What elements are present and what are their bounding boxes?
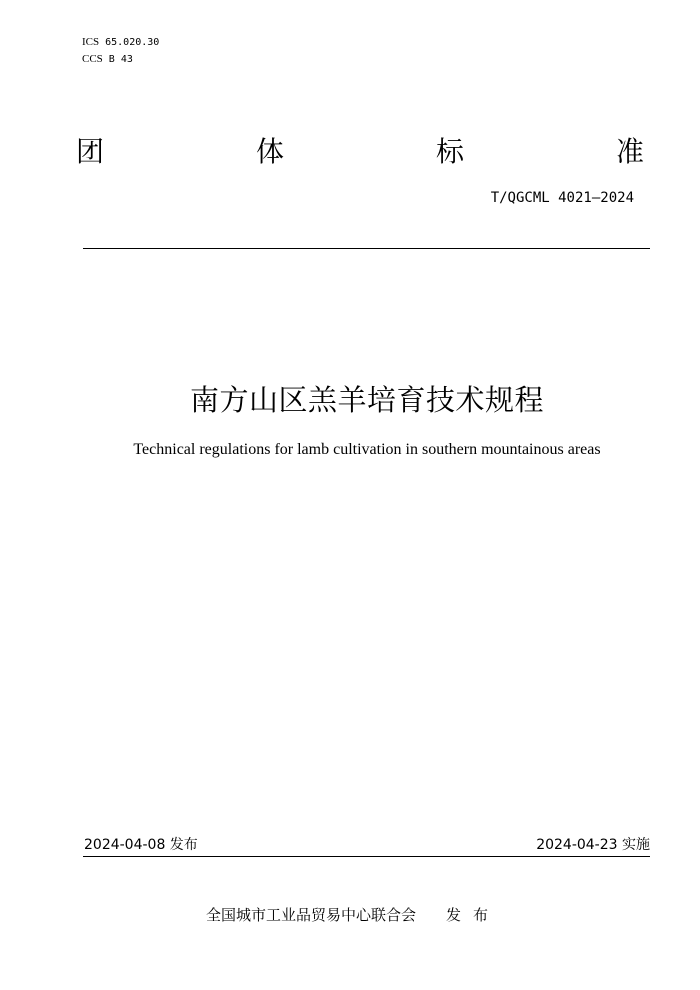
publisher-name: 全国城市工业品贸易中心联合会 xyxy=(206,906,417,924)
issue-date: 2024-04-08 发布 xyxy=(84,837,198,853)
ccs-row xyxy=(82,51,165,68)
standard-number: T/QGCML 4021—2024 xyxy=(490,190,634,206)
publisher-action: 发布 xyxy=(446,906,501,924)
bottom-divider xyxy=(83,856,650,857)
standard-type-char: 标 xyxy=(435,135,464,168)
ccs-label: CCS xyxy=(82,53,103,65)
standard-type-heading xyxy=(76,132,644,172)
standard-type-char: 体 xyxy=(255,135,284,168)
ics-label: ICS xyxy=(82,36,100,48)
publisher-line xyxy=(206,904,500,925)
ics-code: 65.020.30 xyxy=(105,37,160,48)
ccs-code: B 43 xyxy=(108,54,133,65)
standard-type-char: 团 xyxy=(76,135,105,168)
standard-type-char: 准 xyxy=(615,135,644,168)
classification-codes xyxy=(82,34,165,68)
top-divider xyxy=(83,248,650,249)
document-title-english: Technical regulations for lamb cultivation in southern mountainous areas xyxy=(133,441,601,458)
implementation-date: 2024-04-23 实施 xyxy=(536,837,650,853)
ics-row xyxy=(82,34,165,51)
document-title-chinese: 南方山区羔羊培育技术规程 xyxy=(189,383,544,417)
